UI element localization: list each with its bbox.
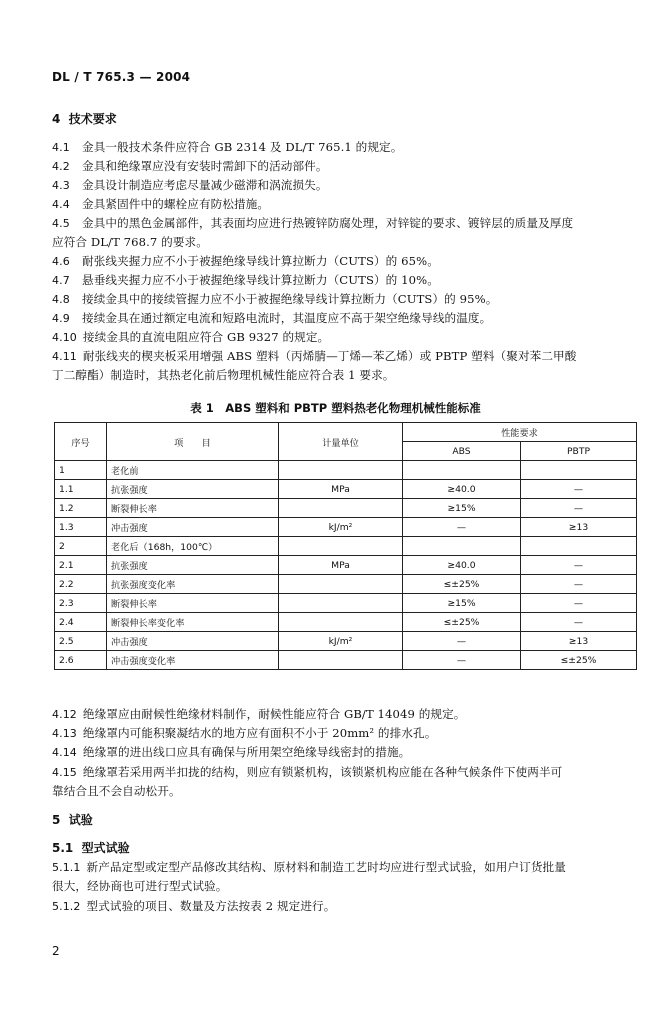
table-row <box>55 537 637 556</box>
clause-text: 绝缘罩应由耐候性绝缘材料制作，耐候性能应符合 GB/T 14049 的规定。 <box>82 707 466 721</box>
cell-unit <box>279 613 403 632</box>
cell-pbtp: — <box>521 594 637 613</box>
clause-4-13 <box>52 724 620 743</box>
clause-text-line-1: 耐张线夹的楔夹板采用增强 ABS 塑料（丙烯腈—丁烯—苯乙烯）或 PBTP 塑料（聚对苯二甲酸 <box>82 349 577 363</box>
header-abs: ABS <box>403 442 521 461</box>
clause-4-2 <box>52 157 620 176</box>
clause-text-line-2: 靠结合且不会自动松开。 <box>52 784 181 798</box>
clause-number: 4.2 <box>52 160 70 173</box>
cell-abs: ≥15% <box>403 499 521 518</box>
clause-text: 绝缘罩的进出线口应具有确保与所用架空绝缘导线密封的措施。 <box>82 745 411 759</box>
cell-seq: 1.2 <box>55 499 107 518</box>
cell-item: 断裂伸长率变化率 <box>107 613 279 632</box>
header-pbtp: PBTP <box>521 442 637 461</box>
cell-pbtp: — <box>521 556 637 575</box>
cell-seq: 2.5 <box>55 632 107 651</box>
section-4-heading <box>52 110 117 127</box>
clause-4-8 <box>52 290 620 309</box>
clause-4-12 <box>52 705 620 724</box>
cell-pbtp <box>521 537 637 556</box>
clause-text: 绝缘罩内可能积聚凝结水的地方应有面积不小于 20mm² 的排水孔。 <box>82 726 437 740</box>
cell-pbtp: ≤±25% <box>521 651 637 670</box>
cell-item: 老化后（168h，100℃） <box>107 537 279 556</box>
cell-abs: — <box>403 518 521 537</box>
cell-unit: kJ/m² <box>279 518 403 537</box>
clause-number: 4.15 <box>52 766 77 779</box>
cell-unit <box>279 537 403 556</box>
clause-text: 金具和绝缘罩应没有安装时需卸下的活动部件。 <box>82 159 328 173</box>
cell-item: 断裂伸长率 <box>107 499 279 518</box>
cell-abs: ≤±25% <box>403 613 521 632</box>
section-5-1-heading <box>52 839 130 856</box>
cell-abs: ≥40.0 <box>403 480 521 499</box>
clause-number: 4.9 <box>52 312 70 325</box>
cell-pbtp <box>521 461 637 480</box>
table-header-row <box>55 423 637 442</box>
cell-unit: MPa <box>279 556 403 575</box>
section-5-title: 试验 <box>68 813 93 827</box>
cell-abs: — <box>403 632 521 651</box>
header-item: 项 目 <box>107 423 279 461</box>
cell-item: 冲击强度 <box>107 518 279 537</box>
table-row <box>55 594 637 613</box>
table-row <box>55 556 637 575</box>
clause-text-line-2: 丁二醇酯）制造时，其热老化前后物理机械性能应符合表 1 要求。 <box>52 368 395 382</box>
clause-text: 金具紧固件中的螺栓应有防松措施。 <box>82 197 270 211</box>
cell-pbtp: ≥13 <box>521 632 637 651</box>
clause-text-line-1: 绝缘罩若采用两半扣拢的结构，则应有锁紧机构，该锁紧机构应能在各种气候条件下使两半可 <box>82 765 563 779</box>
cell-unit <box>279 594 403 613</box>
section-4-title: 技术要求 <box>68 112 117 126</box>
clause-text-line-2: 很大，经协商也可进行型式试验。 <box>52 879 228 893</box>
cell-seq: 2.1 <box>55 556 107 575</box>
table-row <box>55 461 637 480</box>
clause-4-15 <box>52 763 620 801</box>
table-row <box>55 575 637 594</box>
cell-seq: 2.4 <box>55 613 107 632</box>
clause-number: 4.8 <box>52 293 70 306</box>
cell-item: 抗张强度 <box>107 556 279 575</box>
clause-text: 接续金具中的接续管握力应不小于被握绝缘导线计算拉断力（CUTS）的 95%。 <box>82 292 498 306</box>
cell-pbtp: — <box>521 480 637 499</box>
cell-seq: 2 <box>55 537 107 556</box>
cell-abs: ≤±25% <box>403 575 521 594</box>
cell-abs: ≥15% <box>403 594 521 613</box>
header-seq: 序号 <box>55 423 107 461</box>
clause-number: 4.5 <box>52 217 70 230</box>
clause-number: 4.1 <box>52 141 70 154</box>
table-row <box>55 480 637 499</box>
section-5-number: 5 <box>52 813 61 827</box>
section-5-1-title: 型式试验 <box>81 841 130 855</box>
cell-pbtp: — <box>521 499 637 518</box>
clause-5-1-1 <box>52 858 620 896</box>
clause-4-1 <box>52 138 620 157</box>
cell-item: 冲击强度变化率 <box>107 651 279 670</box>
table-1 <box>54 422 637 670</box>
clause-text: 型式试验的项目、数量及方法按表 2 规定进行。 <box>86 899 336 913</box>
cell-seq: 1.3 <box>55 518 107 537</box>
cell-unit: MPa <box>279 480 403 499</box>
cell-item: 抗张强度变化率 <box>107 575 279 594</box>
clause-text: 接续金具在通过额定电流和短路电流时，其温度应不高于架空绝缘导线的温度。 <box>82 311 492 325</box>
cell-seq: 2.6 <box>55 651 107 670</box>
table-row <box>55 613 637 632</box>
cell-item: 抗张强度 <box>107 480 279 499</box>
table-row <box>55 499 637 518</box>
clause-4-4 <box>52 195 620 214</box>
header-performance: 性能要求 <box>403 423 637 442</box>
cell-seq: 1.1 <box>55 480 107 499</box>
section-4-number: 4 <box>52 112 61 126</box>
clause-text-line-2: 应符合 DL/T 768.7 的要求。 <box>52 235 208 249</box>
cell-unit <box>279 575 403 594</box>
clause-4-3 <box>52 176 620 195</box>
cell-item: 冲击强度 <box>107 632 279 651</box>
clause-text-line-1: 金具中的黑色金属部件，其表面均应进行热镀锌防腐处理，对锌锭的要求、镀锌层的质量及厚度 <box>82 216 574 230</box>
clause-text: 金具一般技术条件应符合 GB 2314 及 DL/T 765.1 的规定。 <box>82 140 403 154</box>
table-1-title: 表 1 ABS 塑料和 PBTP 塑料热老化物理机械性能标准 <box>190 401 481 415</box>
cell-unit: kJ/m² <box>279 632 403 651</box>
cell-seq: 2.3 <box>55 594 107 613</box>
clause-text: 接续金具的直流电阻应符合 GB 9327 的规定。 <box>82 330 330 344</box>
table-row <box>55 632 637 651</box>
clause-4-14 <box>52 743 620 762</box>
clause-text: 耐张线夹握力应不小于被握绝缘导线计算拉断力（CUTS）的 65%。 <box>82 254 439 268</box>
clause-number: 4.10 <box>52 331 77 344</box>
clause-4-5 <box>52 214 620 252</box>
clause-number: 4.13 <box>52 727 77 740</box>
clause-number: 4.14 <box>52 746 77 759</box>
clause-text: 金具设计制造应考虑尽量减少磁滞和涡流损失。 <box>82 178 328 192</box>
clause-5-1-2 <box>52 897 620 916</box>
cell-unit <box>279 651 403 670</box>
clause-number: 4.11 <box>52 350 77 363</box>
clause-4-6 <box>52 252 620 271</box>
cell-item: 断裂伸长率 <box>107 594 279 613</box>
cell-item: 老化前 <box>107 461 279 480</box>
section-5-heading <box>52 811 93 828</box>
cell-seq: 2.2 <box>55 575 107 594</box>
table-row <box>55 651 637 670</box>
document-id-header: DL / T 765.3 — 2004 <box>52 70 191 84</box>
clause-4-11 <box>52 347 620 385</box>
header-unit: 计量单位 <box>279 423 403 461</box>
clause-text: 悬垂线夹握力应不小于被握绝缘导线计算拉断力（CUTS）的 10%。 <box>82 273 439 287</box>
cell-abs <box>403 537 521 556</box>
clause-4-7 <box>52 271 620 290</box>
cell-pbtp: — <box>521 613 637 632</box>
cell-pbtp: — <box>521 575 637 594</box>
table-row <box>55 518 637 537</box>
cell-unit <box>279 461 403 480</box>
clause-number: 4.4 <box>52 198 70 211</box>
clause-4-9 <box>52 309 620 328</box>
cell-pbtp: ≥13 <box>521 518 637 537</box>
clause-number: 4.7 <box>52 274 70 287</box>
section-5-1-number: 5.1 <box>52 841 74 855</box>
clause-number: 4.12 <box>52 708 77 721</box>
cell-abs <box>403 461 521 480</box>
cell-unit <box>279 499 403 518</box>
page-number: 2 <box>52 944 60 958</box>
clause-number: 5.1.2 <box>52 900 81 913</box>
clause-4-10 <box>52 328 620 347</box>
clause-number: 4.3 <box>52 179 70 192</box>
cell-abs: ≥40.0 <box>403 556 521 575</box>
cell-seq: 1 <box>55 461 107 480</box>
clause-number: 5.1.1 <box>52 861 81 874</box>
clause-number: 4.6 <box>52 255 70 268</box>
cell-abs: — <box>403 651 521 670</box>
clause-text-line-1: 新产品定型或定型产品修改其结构、原材料和制造工艺时均应进行型式试验，如用户订货批量 <box>86 860 566 874</box>
